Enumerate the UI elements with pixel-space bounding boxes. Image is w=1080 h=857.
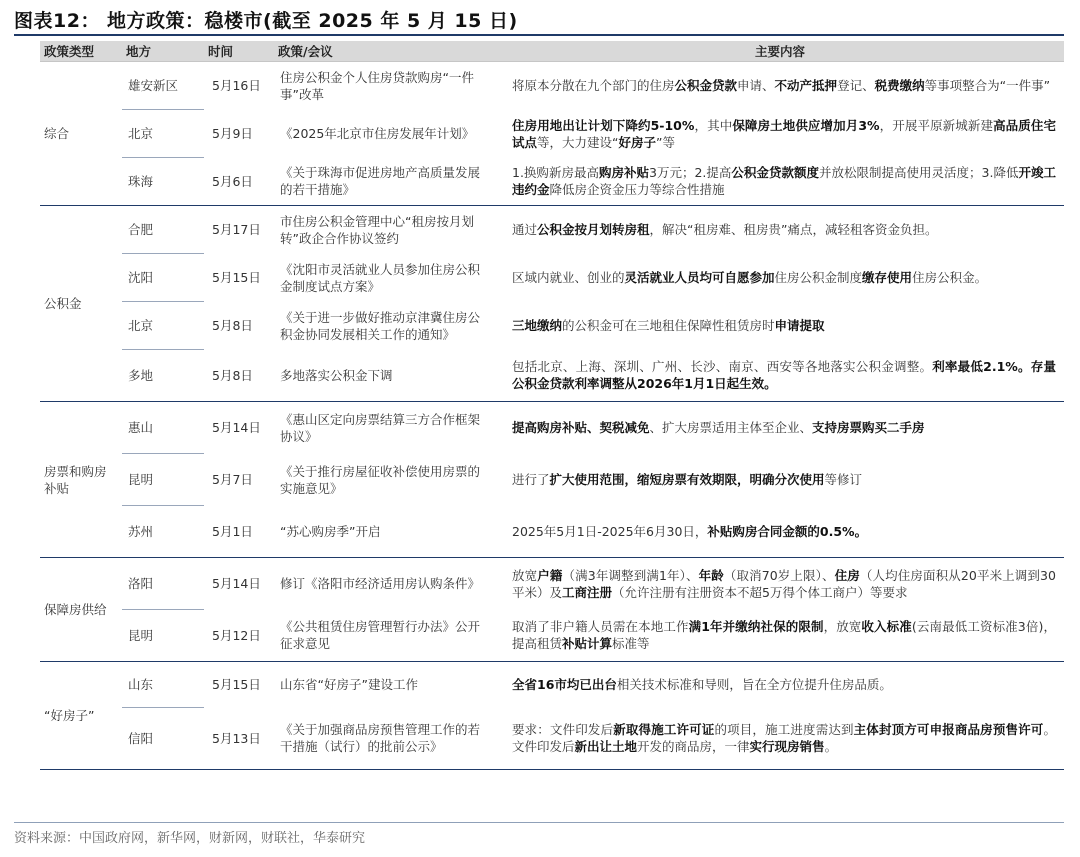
content-text: 、扩大房票适用主体至企业、: [649, 420, 813, 436]
content-text: 3万元；2.提高: [649, 165, 732, 181]
content-cell: [496, 110, 1064, 158]
content-highlight: 新出让土地: [574, 739, 638, 755]
header-date: 时间: [204, 41, 274, 62]
meeting-cell: 多地落实公积金下调: [274, 350, 496, 402]
table-body: [40, 62, 1064, 770]
policy-type-cell: [40, 62, 122, 206]
content-text: 1.换购新房最高: [512, 165, 599, 181]
meeting-cell: “苏心购房季”开启: [274, 506, 496, 558]
table-row: [40, 350, 1064, 402]
meeting-cell: 《公共租赁住房管理暂行办法》公开征求意见: [274, 610, 496, 662]
content-cell: [496, 662, 1064, 708]
place-cell: 多地: [122, 350, 204, 402]
content-highlight: 实行现房销售: [749, 739, 825, 755]
header-content: 主要内容: [496, 41, 1064, 62]
meeting-cell: 《关于推行房屋征收补偿使用房票的实施意见》: [280, 463, 481, 496]
policy-type-cell: [40, 662, 122, 770]
policy-table: [40, 41, 1064, 770]
place-cell: 雄安新区: [122, 62, 204, 110]
content-highlight: 支持房票购买二手房: [812, 420, 925, 436]
content-text: 申请、: [737, 78, 775, 94]
content-highlight: 开竣工违约金: [512, 165, 1056, 198]
content-text: 降低房企资金压力等综合性措施: [549, 182, 725, 198]
content-text: 的公积金可在三地租住保障性租赁房时: [562, 318, 775, 333]
table-row: [40, 454, 1064, 506]
table-row: [40, 662, 1064, 708]
meeting-cell: 修订《洛阳市经济适用房认购条件》: [280, 576, 481, 592]
date-cell: 5月7日: [212, 472, 253, 487]
content-cell: [496, 254, 1064, 302]
date-cell: 5月15日: [212, 270, 261, 285]
content-text: 相关技术标准和导则，旨在全方位提升住房品质。: [616, 677, 892, 693]
content-text: 。: [824, 739, 838, 755]
content-highlight: 购房补贴: [598, 165, 649, 181]
place-cell: 昆明: [122, 610, 204, 662]
date-cell: 5月8日: [212, 318, 253, 333]
content-highlight: 主体封顶方可申报商品房预售许可: [853, 722, 1044, 738]
content-text: ，解决“租房难、租房贵”痛点，减轻租客资金负担。: [649, 222, 938, 238]
policy-type-label: 房票和购房补贴: [44, 463, 107, 496]
title-divider: [14, 34, 1064, 36]
place-cell: 洛阳: [122, 558, 204, 610]
content-highlight: 补贴购房合同金额的0.5%。: [707, 523, 868, 539]
table-row: [40, 206, 1064, 254]
date-cell: 5月8日: [204, 350, 274, 402]
date-cell: 5月12日: [204, 610, 274, 662]
date-cell: 5月6日: [204, 158, 274, 206]
content-text: (云南最低工资标准3倍)，提高租赁: [512, 619, 1056, 652]
content-text: ，开展平原新城新建: [879, 117, 994, 133]
date-cell: 5月17日: [212, 222, 261, 238]
content-text: 2025年5月1日-2025年6月30日，: [512, 523, 708, 539]
place-cell: 苏州: [122, 506, 204, 558]
table-row: [40, 402, 1064, 454]
meeting-cell: 《惠山区定向房票结算三方合作框架协议》: [280, 411, 481, 444]
policy-type-label: “好房子”: [44, 708, 95, 723]
table-row: [40, 110, 1064, 158]
content-highlight: 不动产抵押: [774, 78, 838, 94]
table-row: [40, 506, 1064, 558]
content-text: 将原本分散在九个部门的住房: [512, 78, 675, 94]
date-cell: 5月16日: [212, 78, 261, 94]
table-header-row: [40, 41, 1064, 62]
content-highlight: 户籍: [537, 567, 563, 583]
meeting-cell: 住房公积金个人住房贷款购房“一件事”改革: [280, 69, 474, 102]
table-row: [40, 610, 1064, 662]
content-highlight: 税费缴纳: [874, 78, 925, 94]
content-text: 进行了: [512, 472, 550, 487]
content-highlight: 公积金贷款额度: [731, 165, 819, 181]
content-text: 要求：文件印发后: [512, 722, 614, 738]
content-cell: [496, 350, 1064, 402]
content-text: 住房公积金制度: [774, 270, 863, 285]
content-text: 开发的商品房，一律: [637, 739, 750, 755]
content-cell: [496, 708, 1064, 770]
content-highlight: 年龄: [698, 567, 724, 583]
table-row: [40, 558, 1064, 610]
content-text: （满3年调整到满1年）、: [562, 567, 699, 583]
date-cell: 5月13日: [204, 708, 274, 770]
content-highlight: 好房子: [618, 134, 657, 150]
place-cell: 山东: [122, 662, 204, 708]
policy-type-label: 综合: [44, 126, 70, 141]
policy-type-cell: [40, 206, 122, 402]
content-highlight: 扩大使用范围，缩短房票有效期限，明确分次使用: [549, 472, 825, 487]
content-highlight: 收入标准: [861, 619, 912, 635]
place-cell: 沈阳: [122, 254, 204, 302]
content-highlight: 住房用地出让计划下降约5-10%: [512, 117, 695, 133]
table-row: [40, 62, 1064, 110]
content-cell: [496, 558, 1064, 610]
meeting-cell: 《关于加强商品房预售管理工作的若干措施（试行）的批前公示》: [274, 708, 496, 770]
content-highlight: 高品质住宅试点: [512, 117, 1056, 150]
source-divider: [14, 822, 1064, 823]
table-row: [40, 158, 1064, 206]
policy-type-cell: [40, 402, 122, 558]
content-highlight: 新取得施工许可证: [613, 722, 715, 738]
content-text: 区域内就业、创业的: [512, 270, 625, 285]
date-cell: 5月14日: [212, 420, 261, 436]
place-cell: 昆明: [122, 454, 204, 506]
content-text: （人均住房面积从20平米上调到30平米）及: [512, 567, 1056, 600]
meeting-cell: 《关于进一步做好推动京津冀住房公积金协同发展相关工作的通知》: [280, 309, 481, 342]
place-cell: 珠海: [122, 158, 204, 206]
content-cell: [496, 206, 1064, 254]
content-text: 登记、: [837, 78, 875, 94]
content-highlight: 满1年并缴纳社保的限制: [688, 619, 824, 635]
content-highlight: 灵活就业人员均可自愿参加: [624, 270, 775, 285]
content-text: 并放松限制提高使用灵活度；3.降低: [818, 165, 1019, 181]
content-highlight: 申请提取: [774, 318, 825, 333]
place-cell: 惠山: [122, 402, 204, 454]
content-highlight: 提高购房补贴、契税减免: [512, 420, 650, 436]
content-text: 。文件印发后: [512, 722, 1056, 755]
content-highlight: 利率最低2.1%。存量公积金贷款利率调整从2026年1月1日起生效。: [512, 359, 1056, 392]
content-text: 通过: [512, 222, 538, 238]
content-highlight: 全省16市均已出台: [512, 677, 617, 693]
meeting-cell: 山东省“好房子”建设工作: [280, 677, 418, 693]
content-cell: [496, 454, 1064, 506]
meeting-cell: 《沈阳市灵活就业人员参加住房公积金制度试点方案》: [280, 261, 481, 294]
content-text: 的项目，施工进度需达到: [714, 722, 854, 738]
page-title: 图表12： 地方政策：稳楼市(截至 2025 年 5 月 15 日): [14, 10, 518, 32]
table-row: [40, 708, 1064, 770]
content-text: ，放宽: [823, 619, 862, 635]
date-cell: 5月15日: [212, 677, 261, 693]
meeting-cell: 《2025年北京市住房发展年计划》: [280, 126, 475, 141]
content-cell: [496, 402, 1064, 454]
table-row: [40, 254, 1064, 302]
content-text: 等修订: [824, 472, 863, 487]
place-cell: 合肥: [122, 206, 204, 254]
content-text: （取消70岁上限）、: [723, 567, 835, 583]
meeting-cell: 《关于珠海市促进房地产高质量发展的若干措施》: [274, 158, 496, 206]
place-cell: 北京: [122, 302, 204, 350]
meeting-cell: 市住房公积金管理中心“租房按月划转”政企合作协议签约: [280, 213, 474, 246]
header-place: 地方: [122, 41, 204, 62]
policy-type-label: 保障房供给: [44, 602, 107, 617]
place-cell: 信阳: [122, 708, 204, 770]
date-cell: 5月14日: [212, 576, 261, 592]
content-text: ”等: [656, 134, 675, 150]
content-cell: [496, 610, 1064, 662]
policy-type-label: 公积金: [44, 296, 82, 311]
content-highlight: 工商注册: [562, 584, 613, 600]
content-highlight: 三地缴纳: [512, 318, 563, 333]
date-cell: 5月1日: [204, 506, 274, 558]
place-cell: 北京: [122, 110, 204, 158]
header-meeting: 政策/会议: [274, 41, 496, 62]
content-text: 等事项整合为“一件事”: [924, 78, 1051, 94]
content-cell: [496, 506, 1064, 558]
table-row: [40, 302, 1064, 350]
content-cell: [496, 62, 1064, 110]
content-cell: [496, 302, 1064, 350]
content-highlight: 补贴计算: [562, 636, 613, 652]
content-text: 住房公积金。: [912, 270, 988, 285]
content-text: 等，大力建设“: [537, 134, 619, 150]
content-text: 放宽: [512, 567, 538, 583]
content-highlight: 保障房土地供应增加月3%: [732, 117, 880, 133]
policy-type-cell: [40, 558, 122, 662]
content-text: 标准等: [612, 636, 650, 652]
date-cell: 5月9日: [212, 126, 253, 141]
content-highlight: 公积金贷款: [674, 78, 738, 94]
source-note: 资料来源：中国政府网，新华网，财新网，财联社，华泰研究: [14, 831, 366, 846]
content-cell: [496, 158, 1064, 206]
content-highlight: 住房: [834, 567, 860, 583]
content-text: 包括北京、上海、深圳、广州、长沙、南京、西安等各地落实公积金调整。: [512, 359, 933, 375]
header-policy-type: 政策类型: [40, 41, 122, 62]
content-highlight: 公积金按月划转房租: [537, 222, 650, 238]
content-highlight: 缴存使用: [862, 270, 913, 285]
content-text: 取消了非户籍人员需在本地工作: [512, 619, 689, 635]
content-text: ，其中: [694, 117, 733, 133]
content-text: （允许注册有注册资本不超5万得个体工商户）等要求: [612, 584, 908, 600]
